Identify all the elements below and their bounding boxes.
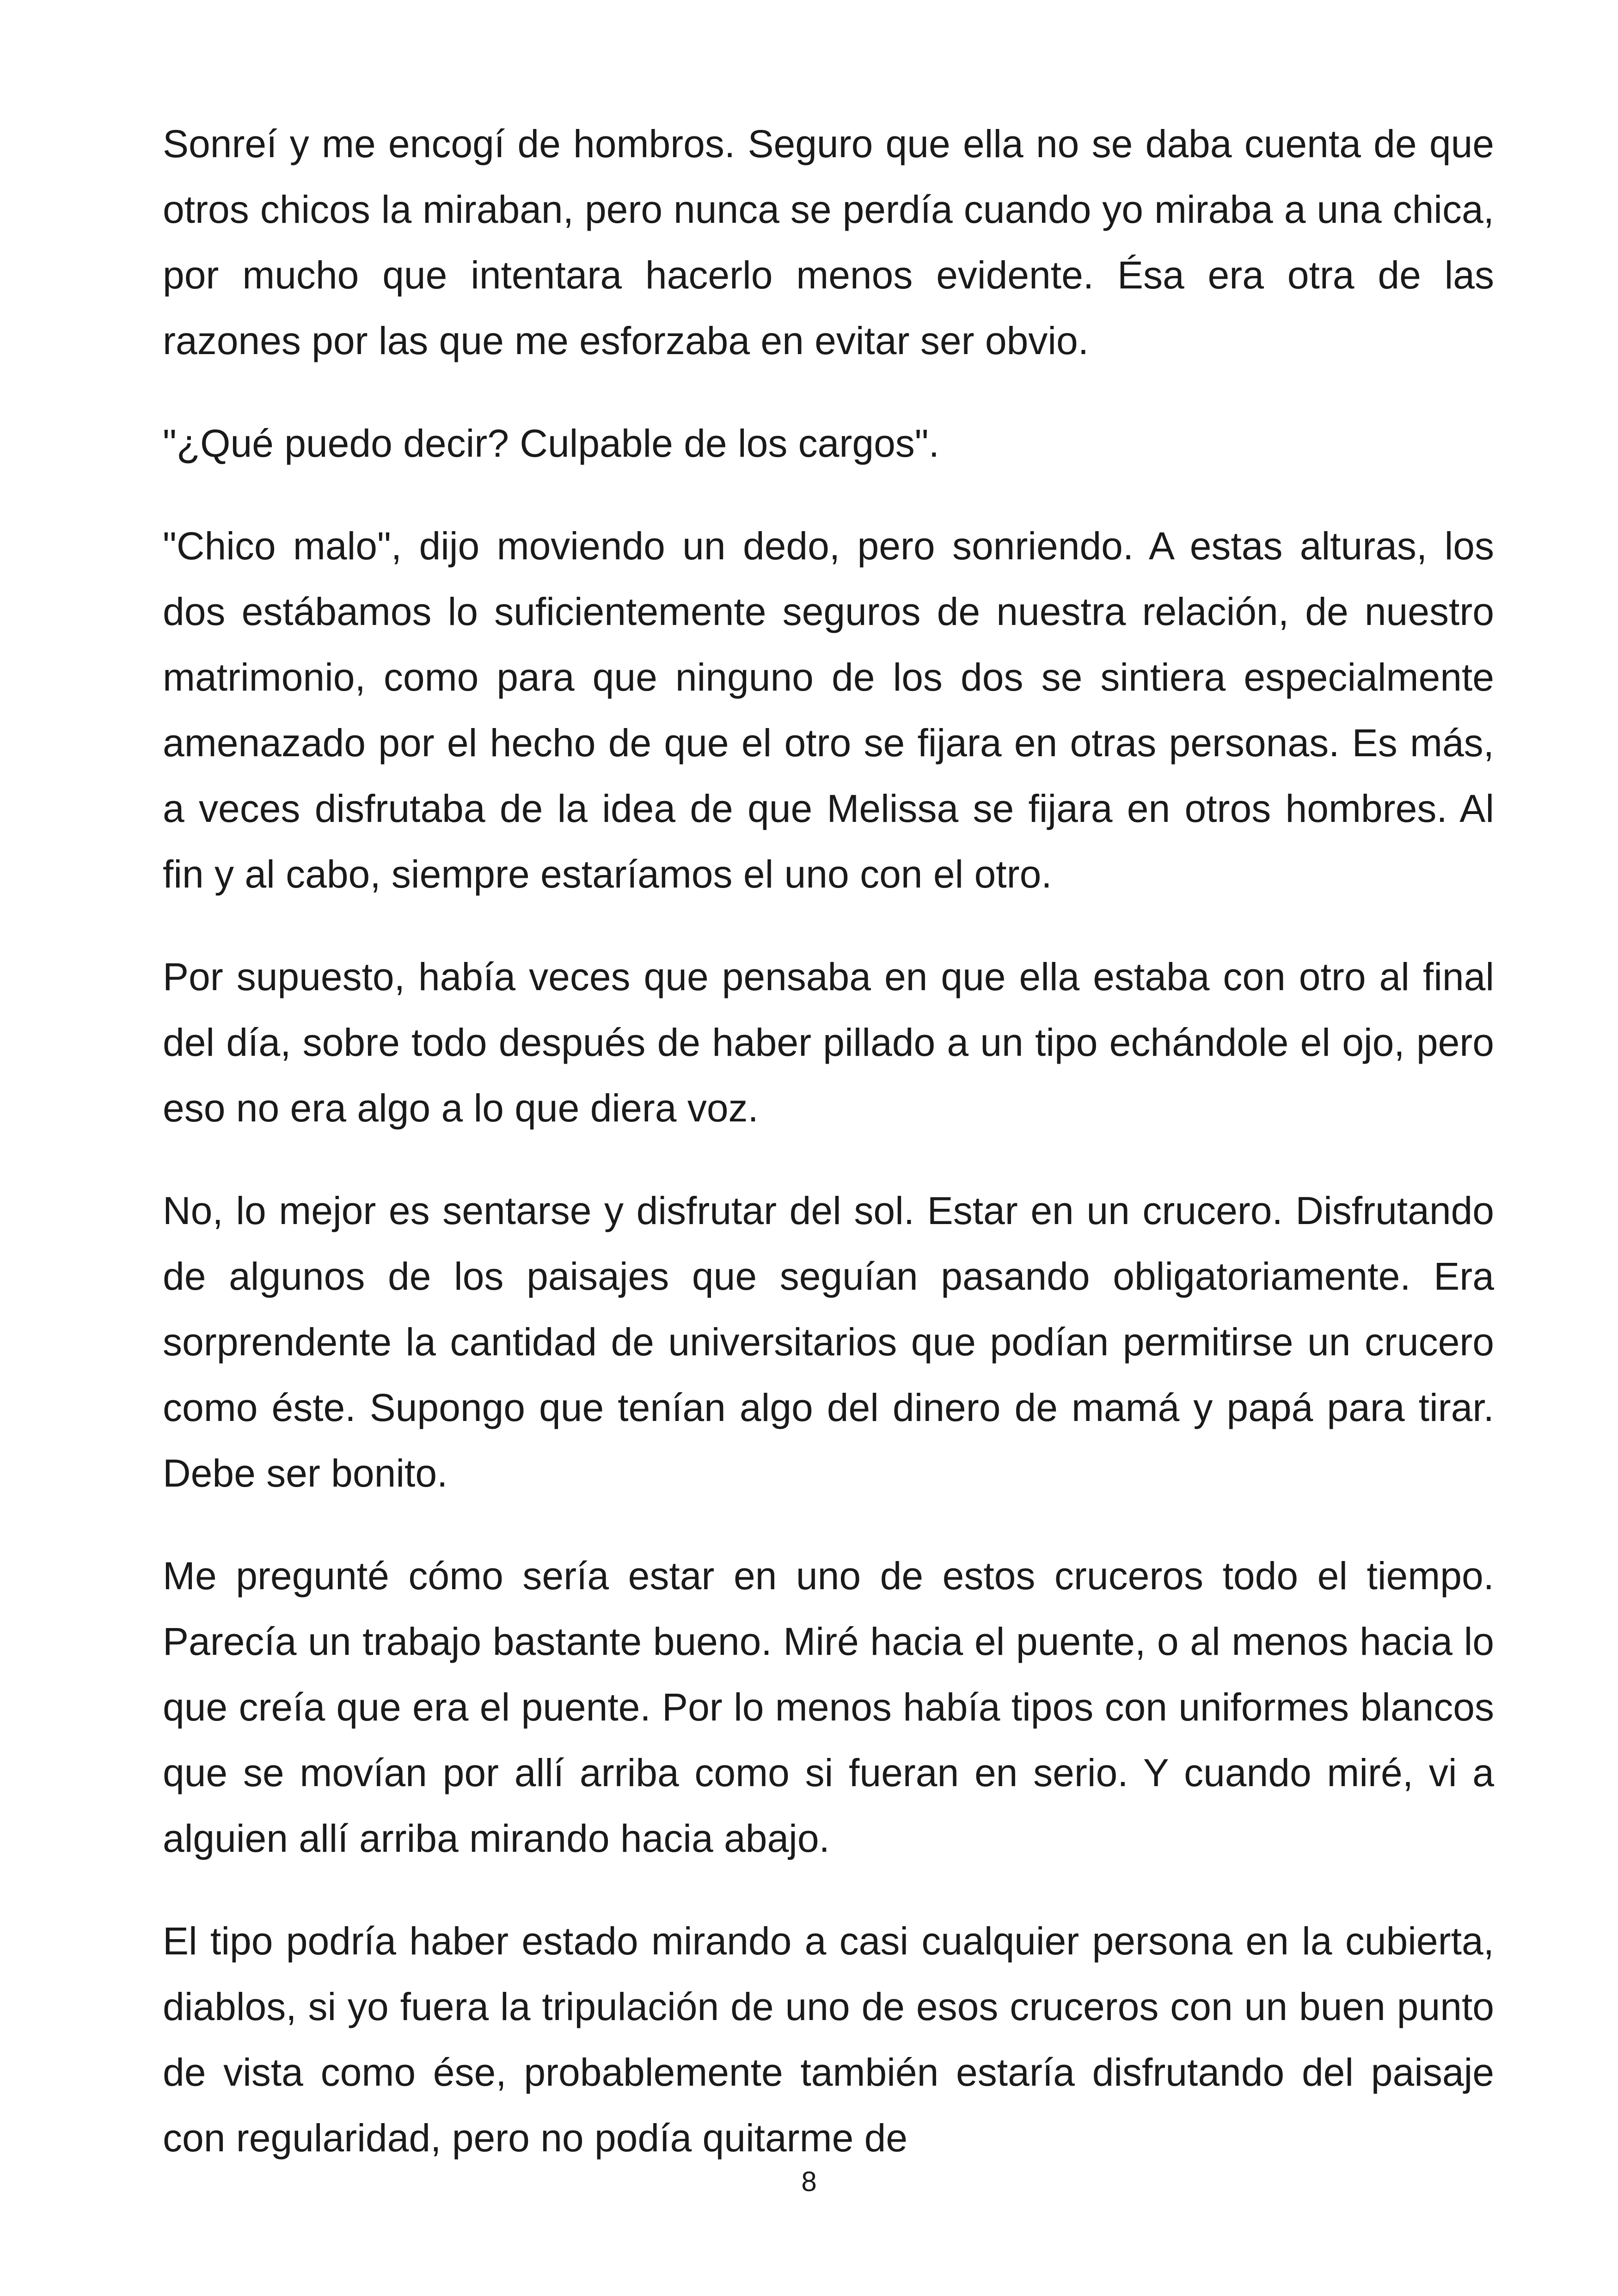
paragraph: Me pregunté cómo sería estar en uno de estos cruceros todo el tiempo. Parecía un trabajo bastante bueno. Miré hacia el puente, o al menos hacia lo que creía que era el puente. Por lo menos había tipos con uniformes blancos que se movían por allí arriba como si fueran en serio. Y cuando miré, vi a alguien allí arriba mirando hacia abajo. [163,1554,1494,1860]
paragraph: "¿Qué puedo decir? Culpable de los cargos". [163,422,939,465]
page-number: 8 [801,2166,817,2197]
paragraph: Sonreí y me encogí de hombros. Seguro que ella no se daba cuenta de que otros chicos la miraban, pero nunca se perdía cuando yo miraba a una chica, por mucho que intentara hacerlo menos evidente. Ésa era otra de las razones por las que me esforzaba en evitar ser obvio. [163,122,1494,362]
document-body [163,111,1494,2208]
paragraph: Por supuesto, había veces que pensaba en que ella estaba con otro al final del día, sobre todo después de haber pillado a un tipo echándole el ojo, pero eso no era algo a lo que diera voz. [163,955,1494,1130]
paragraph: El tipo podría haber estado mirando a casi cualquier persona en la cubierta, diablos, si yo fuera la tripulación de uno de esos cruceros con un buen punto de vista como ése, probablemente también estaría disfrutando del paisaje con regularidad, pero no podía quitarme de [163,1919,1494,2160]
paragraph: No, lo mejor es sentarse y disfrutar del sol. Estar en un crucero. Disfrutando de algunos de los paisajes que seguían pasando obligatoriamente. Era sorprendente la cantidad de universitarios que podían permitirse un crucero como éste. Supongo que tenían algo del dinero de mamá y papá para tirar. Debe ser bonito. [163,1189,1494,1495]
paragraph: "Chico malo", dijo moviendo un dedo, pero sonriendo. A estas alturas, los dos estábamos lo suficientemente seguros de nuestra relación, de nuestro matrimonio, como para que ninguno de los dos se sintiera especialmente amenazado por el hecho de que el otro se fijara en otras personas. Es más, a veces disfrutaba de la idea de que Melissa se fijara en otros hombres. Al fin y al cabo, siempre estaríamos el uno con el otro. [163,524,1494,896]
